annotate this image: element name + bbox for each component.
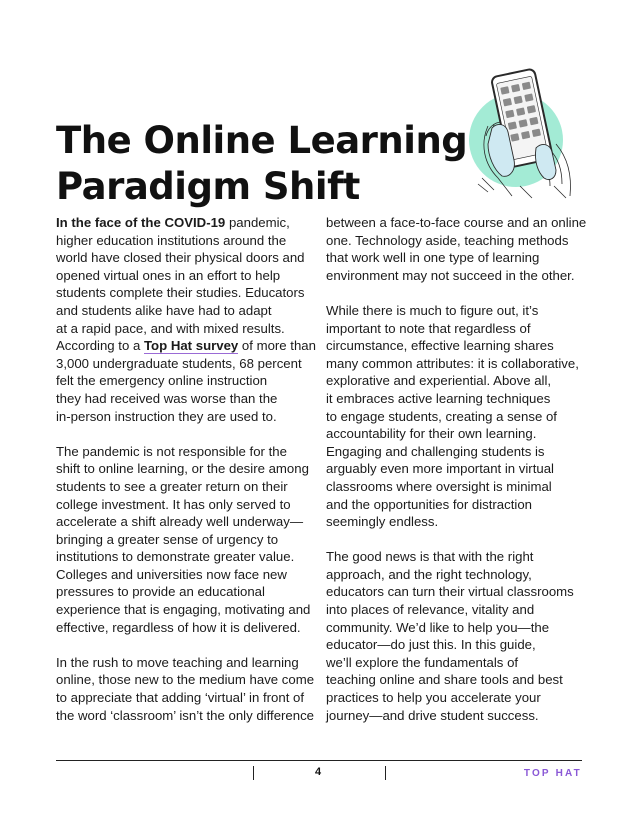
- text-line: The pandemic is not responsible for the: [56, 443, 287, 459]
- footer-divider: [56, 760, 582, 761]
- text-line: practices to help you accelerate your: [326, 690, 541, 706]
- text-line: seemingly endless.: [326, 514, 439, 530]
- page-number: 4: [314, 766, 322, 778]
- text-line: arguably even more important in virtual: [326, 461, 554, 477]
- text-line: to engage students, creating a sense of: [326, 408, 557, 424]
- left-column: [56, 214, 314, 742]
- text-line: to appreciate that adding ‘virtual’ in front of: [56, 690, 305, 706]
- text-line: and the opportunities for distraction: [326, 496, 532, 512]
- text-line: institutions to demonstrate greater value.: [56, 549, 295, 565]
- text-line: college investment. It has only served to: [56, 496, 291, 512]
- right-column: [326, 214, 587, 742]
- text-line: one. Technology aside, teaching methods: [326, 232, 569, 248]
- top-hat-survey-link[interactable]: Top Hat survey: [143, 338, 239, 354]
- paragraph-continuation: [326, 214, 587, 284]
- paragraph-rush: [56, 654, 314, 724]
- brand-logo: TOP HAT: [523, 768, 582, 779]
- text-line: higher education institutions around the: [56, 232, 287, 248]
- text-line: the word ‘classroom’ isn’t the only difference: [56, 707, 315, 723]
- text-line: between a face-to-face course and an online: [326, 215, 587, 230]
- text-line: it embraces active learning techniques: [326, 390, 551, 406]
- paragraph-effective-learning: [326, 302, 584, 531]
- paragraph-intro: [56, 214, 314, 425]
- text-line: According to a Top Hat survey of more than: [56, 338, 316, 354]
- text-line: teaching online and share tools and best: [326, 672, 563, 688]
- text-line: Colleges and universities now face new: [56, 566, 287, 582]
- text-line: in-person instruction they are used to.: [56, 408, 277, 424]
- text-line: that work well in one type of learning: [326, 250, 540, 266]
- text-line: shift to online learning, or the desire among: [56, 461, 309, 477]
- paragraph-pandemic: [56, 443, 314, 637]
- lead-in-bold: In the face of the COVID-19: [56, 215, 226, 230]
- text-line: students complete their studies. Educators: [56, 285, 305, 301]
- text-line: environment may not succeed in the other.: [326, 267, 575, 283]
- text-line: The good news is that with the right: [326, 549, 534, 565]
- text-line: important to note that regardless of: [326, 320, 531, 336]
- text-line: opened virtual ones in an effort to help: [56, 267, 281, 283]
- text-line: world have closed their physical doors and: [56, 250, 305, 266]
- text-line: we’ll explore the fundamentals of: [326, 654, 519, 670]
- hands-holding-smartphone-icon: [458, 66, 582, 200]
- text-line: educators can turn their virtual classrooms: [326, 584, 574, 600]
- text-line: felt the emergency online instruction: [56, 373, 268, 389]
- text-line: into places of relevance, vitality and: [326, 602, 535, 618]
- text-line: they had received was worse than the: [56, 390, 278, 406]
- text-line: educator—do just this. In this guide,: [326, 637, 536, 653]
- text-line: In the rush to move teaching and learning: [56, 654, 299, 670]
- text-line: and students alike have had to adapt: [56, 302, 272, 318]
- text-line: many common attributes: it is collaborative,: [326, 355, 579, 371]
- text-line: Engaging and challenging students is: [326, 443, 545, 459]
- paragraph-good-news: [326, 548, 584, 724]
- text-line: approach, and the right technology,: [326, 566, 532, 582]
- title-line-1: The Online Learning: [56, 119, 468, 162]
- text-line: students to see a greater return on their: [56, 478, 288, 494]
- footer-tick-left: [253, 766, 254, 780]
- text-line: community. We’d like to help you—the: [326, 619, 550, 635]
- text-line: journey—and drive student success.: [326, 707, 539, 723]
- text-line: effective, regardless of how it is delivered.: [56, 619, 301, 635]
- text-line: 3,000 undergraduate students, 68 percent: [56, 355, 302, 371]
- page-title: [56, 118, 476, 210]
- text-line: explorative and experiential. Above all,: [326, 373, 552, 389]
- text-line: online, those new to the medium have come: [56, 672, 315, 688]
- text-line: at a rapid pace, and with mixed results.: [56, 320, 285, 336]
- text-line: accountability for their own learning.: [326, 426, 537, 442]
- text-line: experience that is engaging, motivating and: [56, 602, 311, 618]
- footer-tick-right: [385, 766, 386, 780]
- text-line: pressures to provide an educational: [56, 584, 265, 600]
- text-line: In the face of the COVID-19 pandemic,: [56, 215, 290, 230]
- text-line: While there is much to figure out, it’s: [326, 302, 539, 318]
- text-line: circumstance, effective learning shares: [326, 338, 554, 354]
- text-line: accelerate a shift already well underway—: [56, 514, 304, 530]
- text-line: classrooms where oversight is minimal: [326, 478, 552, 494]
- title-line-2: Paradigm Shift: [56, 165, 360, 208]
- text-line: bringing a greater sense of urgency to: [56, 531, 279, 547]
